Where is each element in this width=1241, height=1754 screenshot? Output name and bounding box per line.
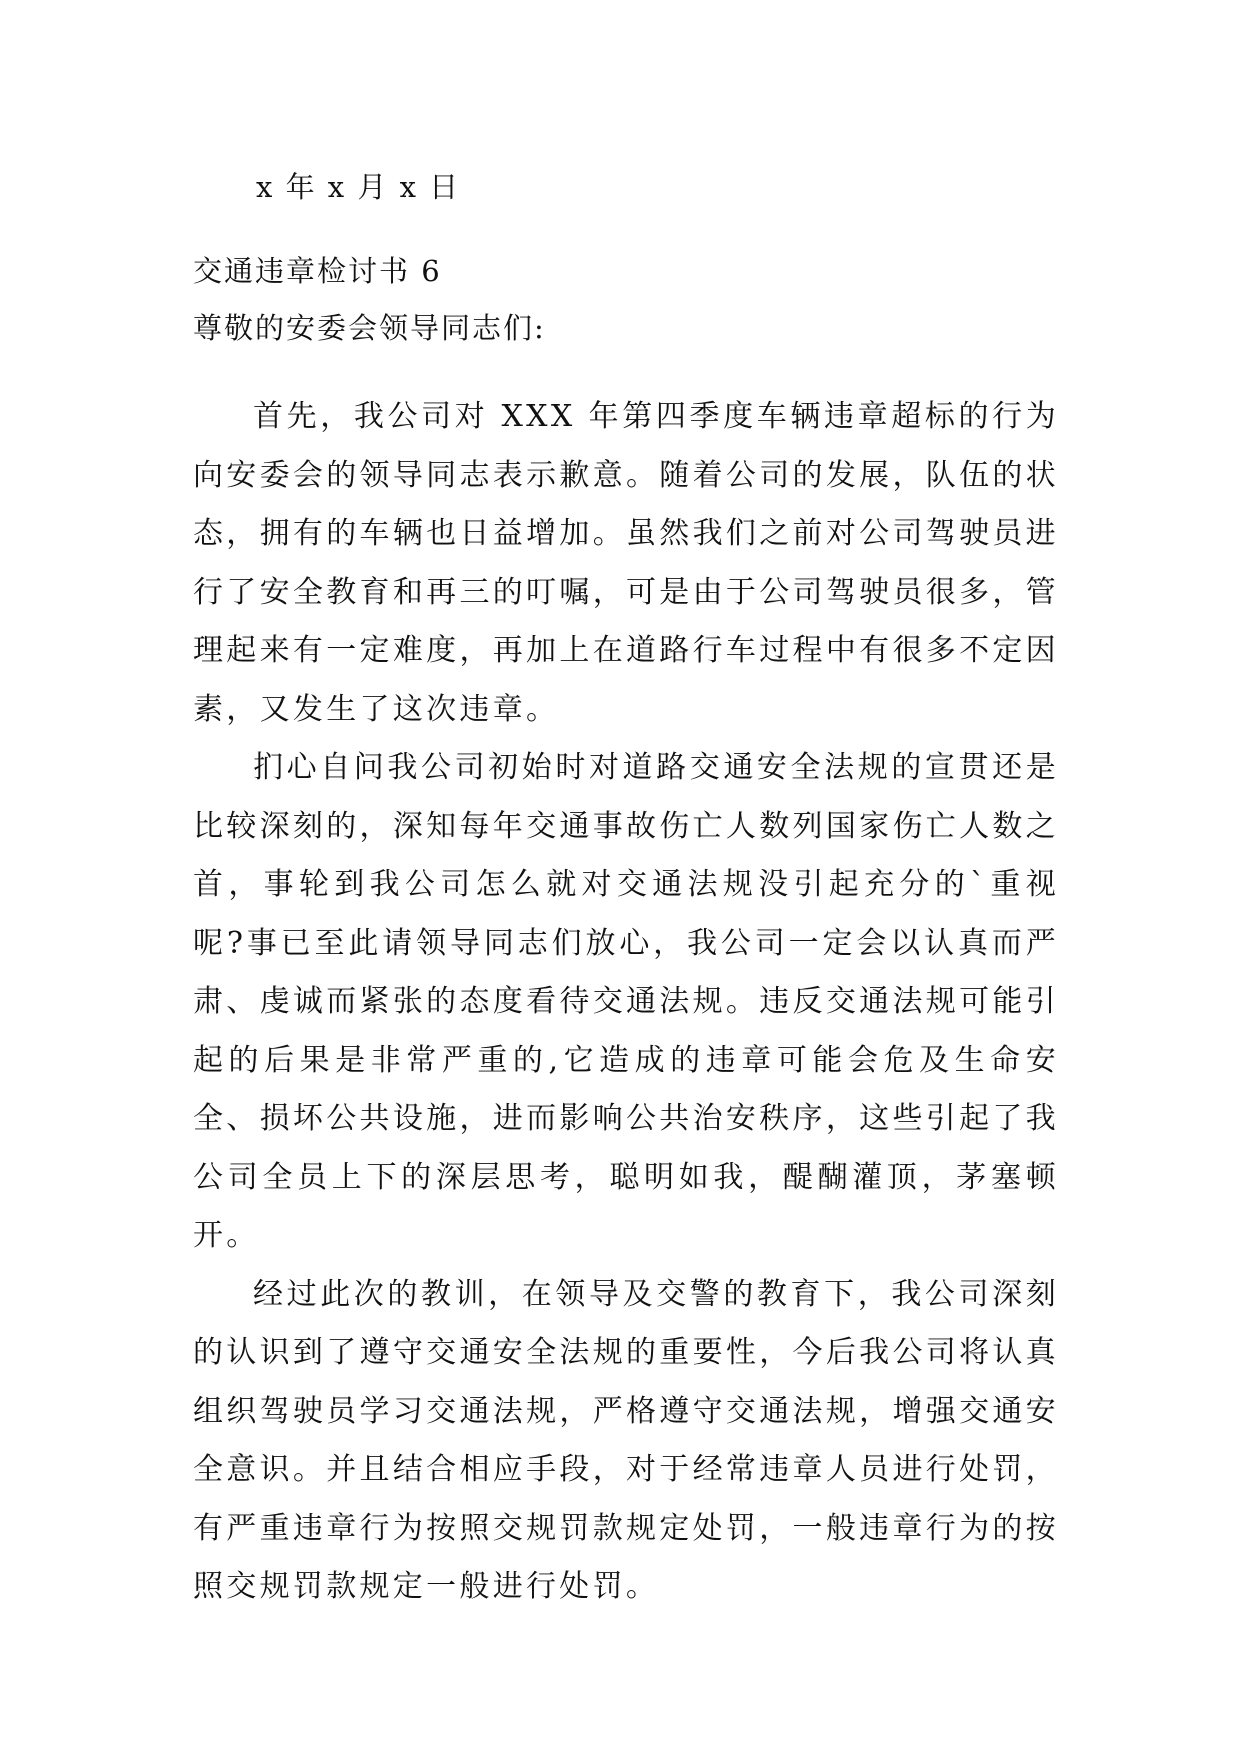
paragraph-2: 扪心自问我公司初始时对道路交通安全法规的宣贯还是比较深刻的，深知每年交通事故伤亡人数列国家伤亡人数之首，事轮到我公司怎么就对交通法规没引起充分的`重视呢?事已至此请领导同志们放心，我公司一定会以认真而严肃、虔诚而紧张的态度看待交通法规。违反交通法规可能引起的后果是非常严重的,它造成的违章可能会危及生命安全、损坏公共设施，进而影响公共治安秩序，这些引起了我公司全员上下的深层思考，聪明如我，醍醐灌顶，茅塞顿开。	[193, 750, 1059, 1253]
salutation: 尊敬的安委会领导同志们:	[193, 311, 546, 345]
document-title: 交通违章检讨书 6	[193, 254, 442, 288]
paragraph-3: 经过此次的教训，在领导及交警的教育下，我公司深刻的认识到了遵守交通安全法规的重要性，今后我公司将认真组织驾驶员学习交通法规，严格遵守交通法规，增强交通安全意识。并且结合相应手段，对于经常违章人员进行处罚，有严重违章行为按照交规罚款规定处罚，一般违章行为的按照交规罚款规定一般进行处罚。	[193, 1276, 1059, 1604]
paragraph-1: 首先，我公司对 XXX 年第四季度车辆违章超标的行为向安委会的领导同志表示歉意。随着公司的发展，队伍的状态，拥有的车辆也日益增加。虽然我们之前对公司驾驶员进行了安全教育和再三的叮嘱，可是由于公司驾驶员很多，管理起来有一定难度，再加上在道路行车过程中有很多不定因素，又发生了这次违章。	[193, 399, 1059, 727]
date-line: x 年 x 月 x 日	[256, 170, 461, 204]
document-body	[193, 388, 1059, 1617]
